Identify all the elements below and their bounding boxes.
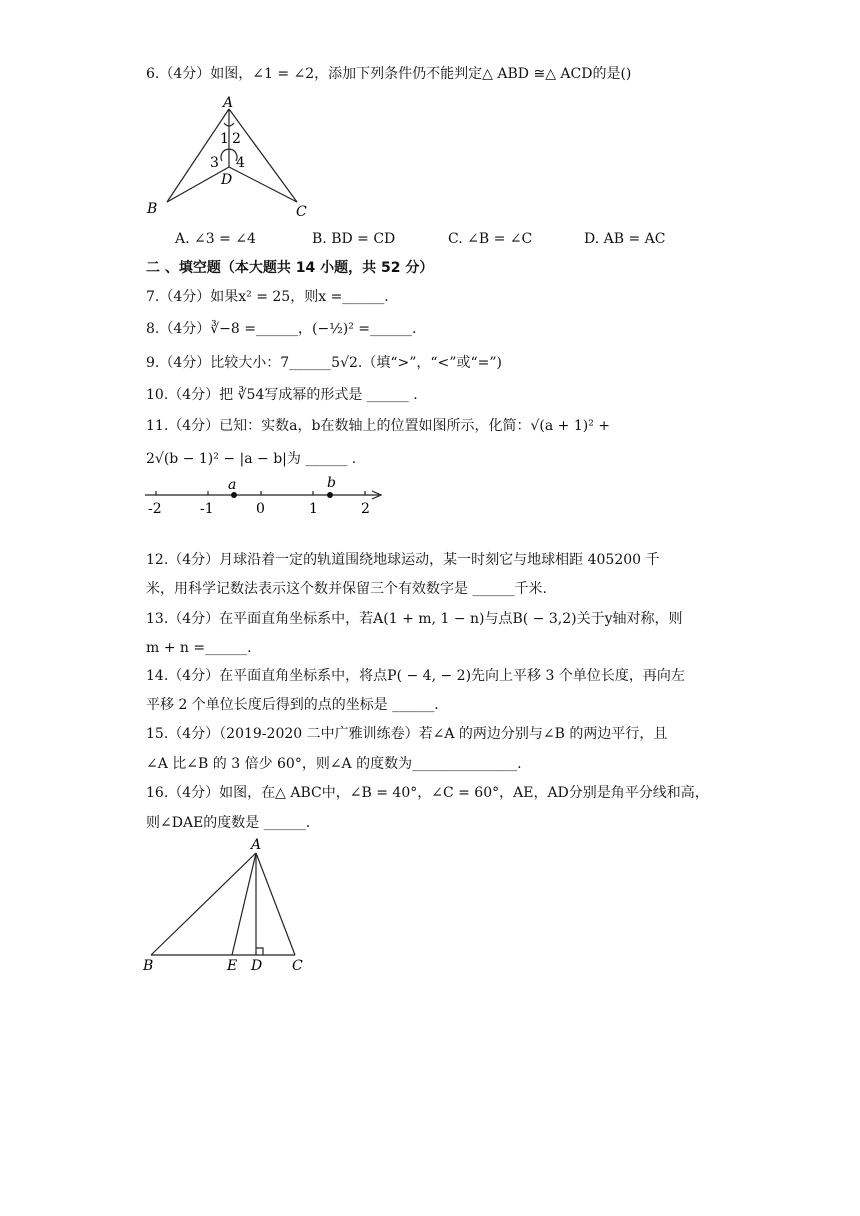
tick-label-1: 1 bbox=[309, 501, 318, 517]
q6-option-b: B. BD = CD bbox=[312, 231, 396, 247]
q16-line1: 16.（4分）如图，在△ ABC中，∠B = 40°，∠C = 60°，AE，AD分别是角平分线和高， bbox=[146, 785, 709, 801]
q6-label-D: D bbox=[221, 172, 233, 188]
q6-figure bbox=[140, 95, 320, 220]
q16-line2: 则∠DAE的度数是 ______. bbox=[146, 815, 311, 831]
tick-label-0: 0 bbox=[256, 501, 265, 517]
q6-label-2: 2 bbox=[232, 131, 241, 147]
q13-line2: m + n =______. bbox=[146, 640, 252, 656]
q13-line1: 13.（4分）在平面直角坐标系中，若A(1 + m, 1 − n)与点B( − 3,2)关于y轴对称，则 bbox=[146, 611, 683, 627]
q10: 10.（4分）把 ∛54写成幂的形式是 ______ . bbox=[146, 387, 418, 403]
point-a-label: a bbox=[228, 477, 237, 493]
q6-option-c: C. ∠B = ∠C bbox=[448, 231, 533, 247]
q15-line2: ∠A 比∠B 的 3 倍少 60°，则∠A 的度数为_______________. bbox=[146, 756, 522, 772]
tick-label-neg1: -1 bbox=[200, 501, 214, 517]
number-line bbox=[143, 474, 388, 524]
q12-line1: 12.（4分）月球沿着一定的轨道围绕地球运动，某一时刻它与地球相距 405200 千 bbox=[146, 552, 660, 568]
section-heading: 二 、填空题（本大题共 14 小题，共 52 分） bbox=[146, 260, 434, 276]
q6-label-C: C bbox=[296, 204, 307, 220]
q14-line1: 14.（4分）在平面直角坐标系中，将点P( − 4, − 2)先向上平移 3 个单位长度，再向左 bbox=[146, 668, 685, 684]
q6-label-4: 4 bbox=[236, 155, 245, 171]
q6-label-A: A bbox=[223, 95, 234, 111]
q16-label-D: D bbox=[251, 958, 263, 974]
tick-label-neg2: -2 bbox=[148, 501, 162, 517]
q7: 7.（4分）如果x² = 25，则x =______. bbox=[146, 289, 389, 305]
q6-stem: 6.（4分）如图，∠1 = ∠2，添加下列条件仍不能判定△ ABD ≅△ ACD的是() bbox=[146, 66, 632, 82]
q15-line1: 15.（4分）（2019-2020 二中广雅训练卷）若∠A 的两边分别与∠B 的两边平行，且 bbox=[146, 726, 668, 742]
tick-label-2: 2 bbox=[361, 501, 370, 517]
q8: 8.（4分）∛−8 =______，(−½)² =______. bbox=[146, 321, 417, 337]
point-b-label: b bbox=[327, 475, 336, 491]
q11-line1: 11.（4分）已知：实数a，b在数轴上的位置如图所示，化简：√(a + 1)² + bbox=[146, 418, 611, 434]
q12-line2: 米，用科学记数法表示这个数并保留三个有效数字是 ______千米. bbox=[146, 581, 547, 597]
q6-option-d: D. AB = AC bbox=[584, 231, 666, 247]
q14-line2: 平移 2 个单位长度后得到的点的坐标是 ______. bbox=[146, 697, 439, 713]
q16-label-B: B bbox=[143, 958, 154, 974]
point-b bbox=[327, 492, 333, 498]
q16-label-E: E bbox=[227, 958, 238, 974]
q16-label-A: A bbox=[251, 837, 262, 853]
q16-label-C: C bbox=[292, 958, 303, 974]
q6-label-3: 3 bbox=[210, 155, 219, 171]
q6-option-a: A. ∠3 = ∠4 bbox=[175, 231, 256, 247]
q9: 9.（4分）比较大小：7______5√2.（填“>”，“<”或“=”) bbox=[146, 355, 502, 371]
q16-figure bbox=[140, 835, 315, 975]
q11-line2: 2√(b − 1)² − |a − b|为 ______ . bbox=[146, 451, 357, 467]
q6-label-1: 1 bbox=[220, 131, 229, 147]
q6-label-B: B bbox=[147, 201, 158, 217]
